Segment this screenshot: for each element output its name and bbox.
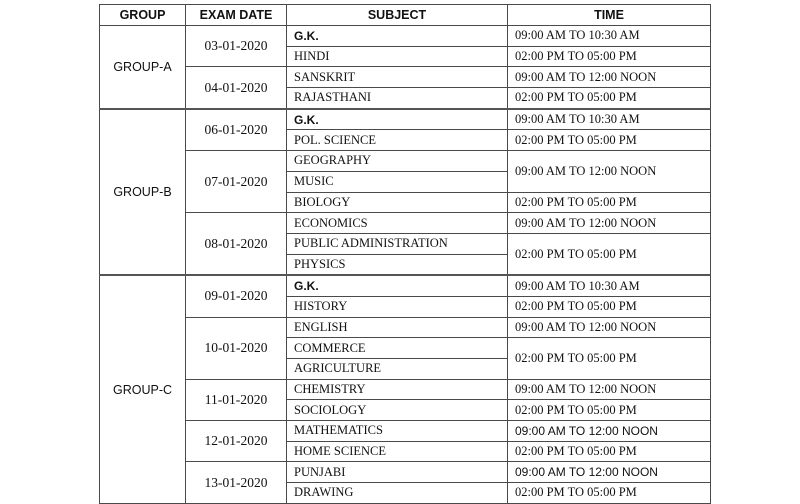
table-row [100, 462, 711, 483]
time-cell: 09:00 AM TO 12:00 NOON [508, 462, 711, 483]
date-cell: 08-01-2020 [186, 213, 287, 276]
date-cell: 12-01-2020 [186, 421, 287, 462]
time-cell: 02:00 PM TO 05:00 PM [508, 46, 711, 67]
group-cell: GROUP-B [100, 109, 186, 276]
table-row [100, 421, 711, 442]
date-cell: 07-01-2020 [186, 151, 287, 213]
time-cell: 02:00 PM TO 05:00 PM [508, 400, 711, 421]
date-cell: 09-01-2020 [186, 275, 287, 317]
header-group: GROUP [100, 5, 186, 26]
subject-cell: RAJASTHANI [287, 88, 508, 109]
date-cell: 11-01-2020 [186, 379, 287, 420]
date-cell: 06-01-2020 [186, 109, 287, 151]
time-cell: 09:00 AM TO 12:00 NOON [508, 213, 711, 234]
subject-cell: G.K. [287, 275, 508, 296]
subject-cell: DRAWING [287, 483, 508, 504]
subject-cell: SANSKRIT [287, 67, 508, 88]
subject-cell: PHYSICS [287, 254, 508, 275]
time-cell: 02:00 PM TO 05:00 PM [508, 441, 711, 462]
subject-cell: HOME SCIENCE [287, 441, 508, 462]
date-cell: 10-01-2020 [186, 317, 287, 379]
date-cell: 13-01-2020 [186, 462, 287, 503]
subject-cell: AGRICULTURE [287, 359, 508, 380]
time-cell: 09:00 AM TO 12:00 NOON [508, 379, 711, 400]
subject-cell: ENGLISH [287, 317, 508, 338]
subject-cell: HINDI [287, 46, 508, 67]
subject-cell: G.K. [287, 26, 508, 47]
subject-cell: PUBLIC ADMINISTRATION [287, 233, 508, 254]
time-cell: 09:00 AM TO 12:00 NOON [508, 151, 711, 192]
table-row [100, 109, 711, 130]
time-cell: 09:00 AM TO 12:00 NOON [508, 421, 711, 442]
subject-cell: MATHEMATICS [287, 421, 508, 442]
time-cell: 02:00 PM TO 05:00 PM [508, 296, 711, 317]
subject-cell: MUSIC [287, 171, 508, 192]
subject-cell: COMMERCE [287, 338, 508, 359]
subject-cell: GEOGRAPHY [287, 151, 508, 172]
table-row [100, 67, 711, 88]
header-subject: SUBJECT [287, 5, 508, 26]
subject-cell: HISTORY [287, 296, 508, 317]
table-row [100, 213, 711, 234]
time-cell: 09:00 AM TO 10:30 AM [508, 275, 711, 296]
table-row [100, 317, 711, 338]
header-row [100, 5, 711, 26]
table-row [100, 151, 711, 172]
subject-cell: POL. SCIENCE [287, 130, 508, 151]
group-cell: GROUP-A [100, 26, 186, 109]
subject-cell: CHEMISTRY [287, 379, 508, 400]
header-exam-date: EXAM DATE [186, 5, 287, 26]
time-cell: 02:00 PM TO 05:00 PM [508, 192, 711, 213]
subject-cell: PUNJABI [287, 462, 508, 483]
time-cell: 02:00 PM TO 05:00 PM [508, 483, 711, 504]
group-cell: GROUP-C [100, 275, 186, 503]
subject-cell: BIOLOGY [287, 192, 508, 213]
time-cell: 02:00 PM TO 05:00 PM [508, 233, 711, 275]
subject-cell: G.K. [287, 109, 508, 130]
time-cell: 09:00 AM TO 12:00 NOON [508, 67, 711, 88]
subject-cell: ECONOMICS [287, 213, 508, 234]
table-row [100, 26, 711, 47]
time-cell: 09:00 AM TO 10:30 AM [508, 109, 711, 130]
header-time: TIME [508, 5, 711, 26]
time-cell: 09:00 AM TO 10:30 AM [508, 26, 711, 47]
time-cell: 02:00 PM TO 05:00 PM [508, 88, 711, 109]
table-row [100, 275, 711, 296]
time-cell: 02:00 PM TO 05:00 PM [508, 338, 711, 379]
date-cell: 04-01-2020 [186, 67, 287, 109]
time-cell: 09:00 AM TO 12:00 NOON [508, 317, 711, 338]
subject-cell: SOCIOLOGY [287, 400, 508, 421]
time-cell: 02:00 PM TO 05:00 PM [508, 130, 711, 151]
date-cell: 03-01-2020 [186, 26, 287, 67]
exam-schedule-table [99, 4, 711, 504]
table-row [100, 379, 711, 400]
